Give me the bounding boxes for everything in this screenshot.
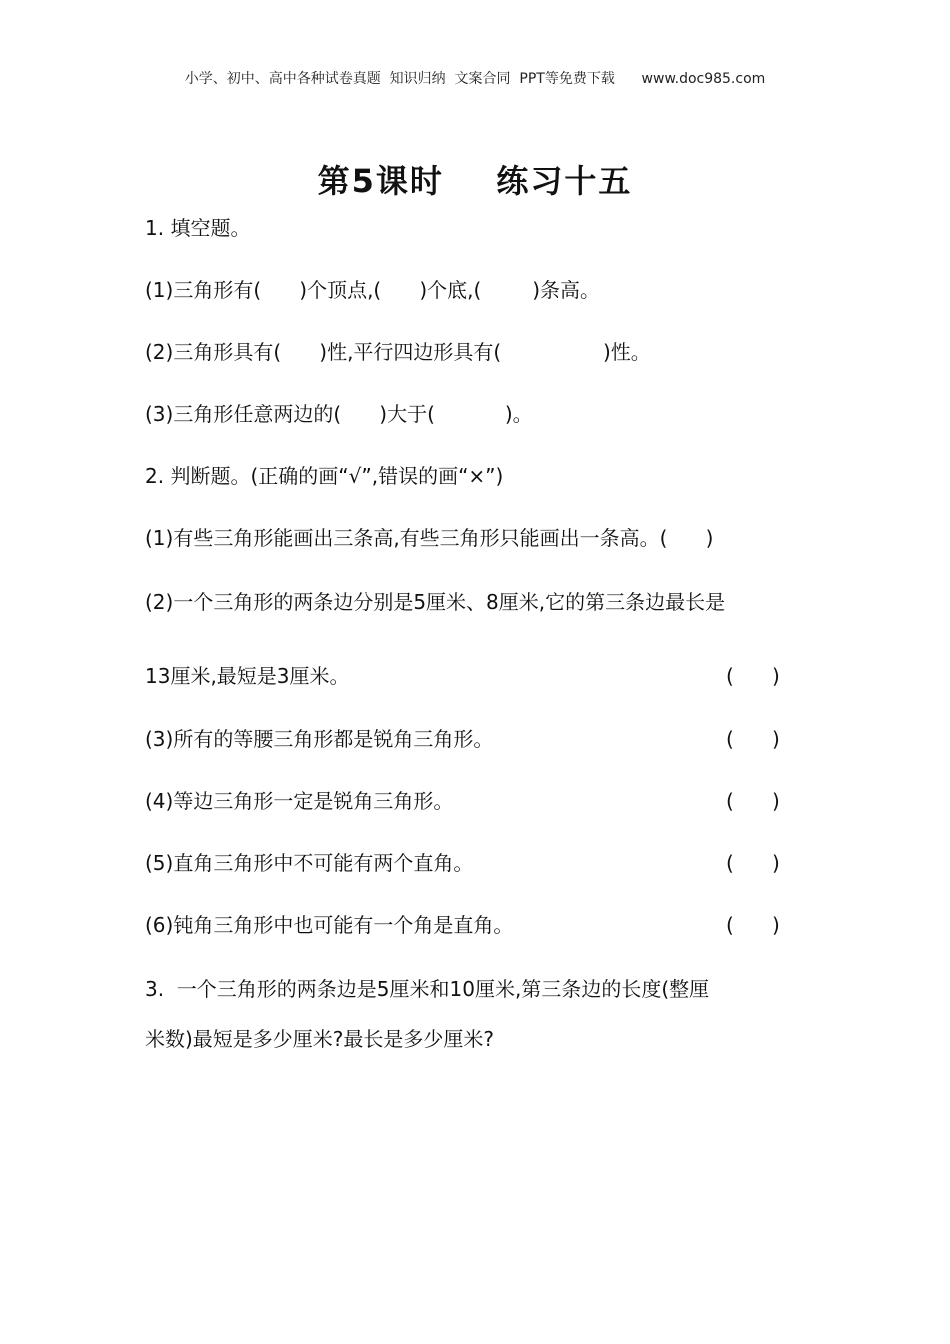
header-text: 小学、初中、高中各种试卷真题 知识归纳 文案合同 PPT等免费下载 <box>184 71 615 87</box>
judge-item-5: (5)直角三角形中不可能有两个直角。 <box>145 851 474 875</box>
section3-question-line2: 米数)最短是多少厘米?最长是多少厘米? <box>145 1027 495 1051</box>
judge-item-2: (2)一个三角形的两条边分别是5厘米、8厘米,它的第三条边最长是 <box>145 590 726 614</box>
page-title: 第5课时 练习十五 <box>317 162 633 200</box>
fill-blank-item-1: (1)三角形有( )个顶点,( )个底,( )条高。 <box>145 278 601 302</box>
fill-blank-item-2: (2)三角形具有( )性,平行四边形具有( )性。 <box>145 340 651 364</box>
section2-heading: 2. 判断题。(正确的画“√”,错误的画“×”) <box>145 464 504 488</box>
judge-item-4: (4)等边三角形一定是锐角三角形。 <box>145 789 454 813</box>
judge-item-6: (6)钝角三角形中也可能有一个角是直角。 <box>145 913 514 937</box>
judge-item-1: (1)有些三角形能画出三条高,有些三角形只能画出一条高。( ) <box>145 526 714 550</box>
page-header <box>0 68 950 88</box>
judge-item-2-cont: 13厘米,最短是3厘米。 <box>145 664 350 688</box>
answer-bracket: ( ) <box>726 664 780 688</box>
judge-item-3: (3)所有的等腰三角形都是锐角三角形。 <box>145 727 494 751</box>
answer-bracket: ( ) <box>726 851 780 875</box>
section1-heading: 1. 填空题。 <box>145 216 251 240</box>
answer-bracket: ( ) <box>726 727 780 751</box>
fill-blank-item-3: (3)三角形任意两边的( )大于( )。 <box>145 402 533 426</box>
answer-bracket: ( ) <box>726 913 780 937</box>
section3-question-line1: 3. 一个三角形的两条边是5厘米和10厘米,第三条边的长度(整厘 <box>145 977 710 1001</box>
answer-bracket: ( ) <box>726 789 780 813</box>
header-url: www.doc985.com <box>641 71 766 87</box>
